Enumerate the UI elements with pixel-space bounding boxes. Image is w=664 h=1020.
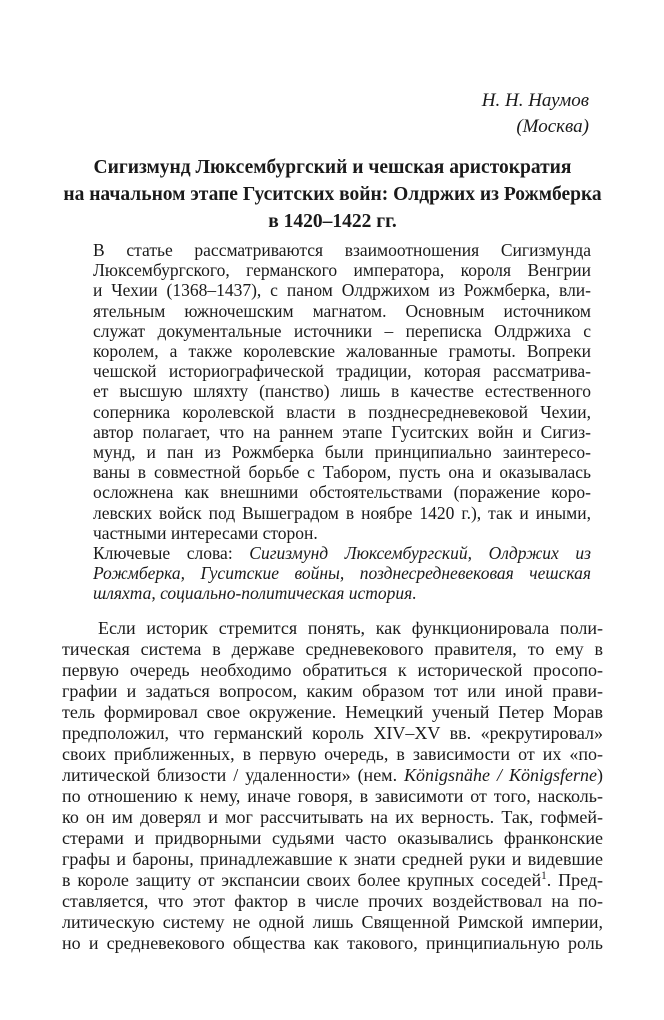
text-line: частными интересами сторон. xyxy=(93,522,318,543)
text-line: Если историк стремится понять, как функционировала поли- xyxy=(98,617,603,638)
text-line: В статье рассматриваются взаимоотношения Сигизмунда xyxy=(93,240,591,260)
text-line: Ключевые слова: Сигизмунд Люксембургский, Олдржих из xyxy=(93,543,591,564)
body-text xyxy=(62,618,603,954)
author-block xyxy=(62,0,603,140)
text-line: соперника королевской власти в позднесредневековой Чехии, xyxy=(93,401,591,422)
author-name: Н. Н. Наумов xyxy=(481,90,589,111)
text-line: осложнена как внешними обстоятельствами (поражение коро- xyxy=(93,482,591,503)
text-line: предположил, что германский король XIV–XV вв. «рекрутировал» xyxy=(62,722,603,743)
abstract xyxy=(93,240,591,604)
text-line: в короле защиту от экспансии своих более крупных соседей$^1$. Пред- xyxy=(62,869,603,890)
text-line: ставляется, что этот фактор в числе прочих воздействовал на по- xyxy=(62,890,603,911)
text-line: автор полагает, что на раннем этапе Гуситских войн и Сигиз- xyxy=(93,421,591,442)
text-line: стерами и придворными судьями часто оказывались франконские xyxy=(62,827,603,848)
text-line: королем, а также королевские жалованные грамоты. Вопреки xyxy=(93,341,591,362)
text-line: ятельным южночешским магнатом. Основным источником xyxy=(93,300,591,321)
text-line: Сигизмунд Люксембургский и чешская аристократия xyxy=(93,157,572,178)
text-line: литической близости / удаленности» (нем. Königsnähe / Königsferne) xyxy=(62,764,603,785)
text-line: левских войск под Вышеградом в ноябре 1420 г.), так и иными, xyxy=(93,502,591,523)
text-column xyxy=(62,0,603,954)
text-line: ет высшую шляхту (панство) лишь в качестве естественного xyxy=(93,381,591,402)
text-line: шляхта, социально-политическая история. xyxy=(93,583,417,604)
text-line: графы и бароны, принадлежавшие к знати средней руки и видевшие xyxy=(62,848,603,869)
text-line: ваны в совместной борьбе с Табором, пусть она и оказывалась xyxy=(93,462,591,483)
text-line: Рожмберка, Гуситские войны, позднесредневековая чешская xyxy=(93,563,591,584)
text-line: на начальном этапе Гуситских войн: Олдржих из Рожмберка xyxy=(63,184,602,205)
footnote-marker: 1 xyxy=(541,869,547,882)
text-line: тель формировал свое окружение. Немецкий ученый Петер Морав xyxy=(62,701,603,722)
text-line: чешской историографической традиции, которая рассматрива- xyxy=(93,361,591,382)
text-line: служат документальные источники – переписка Олдржиха с xyxy=(93,320,591,341)
text-line: тическая система в державе средневекового правителя, то ему в xyxy=(62,638,603,659)
text-line: Люксембургского, германского императора, короля Венгрии xyxy=(93,260,591,281)
text-line: первую очередь необходимо обратиться к исторической просопо- xyxy=(62,659,603,680)
text-line: графии и задаться вопросом, каким образом тот или иной прави- xyxy=(62,680,603,701)
text-line: ко он им доверял и мог рассчитывать на их верность. Так, гофмей- xyxy=(62,806,603,827)
text-line: по отношению к нему, иначе говоря, в зависимоти от того, насколь- xyxy=(62,785,603,806)
text-line: но и средневекового общества как такового, принципиальную роль xyxy=(62,932,603,953)
text-line: и Чехии (1368–1437), с паном Олдржихом из Рожмберка, вли- xyxy=(93,280,591,301)
author-city: (Москва) xyxy=(516,116,589,137)
text-line: в 1420–1422 гг. xyxy=(268,211,397,232)
text-line: своих приближенных, в первую очередь, в зависимости от их «по- xyxy=(62,743,603,764)
text-line: мунд, и пан из Рожмберка были принципиально заинтересо- xyxy=(93,442,591,463)
text-line: литическую систему не одной лишь Священной Римской империи, xyxy=(62,911,603,932)
page-title xyxy=(62,154,603,235)
